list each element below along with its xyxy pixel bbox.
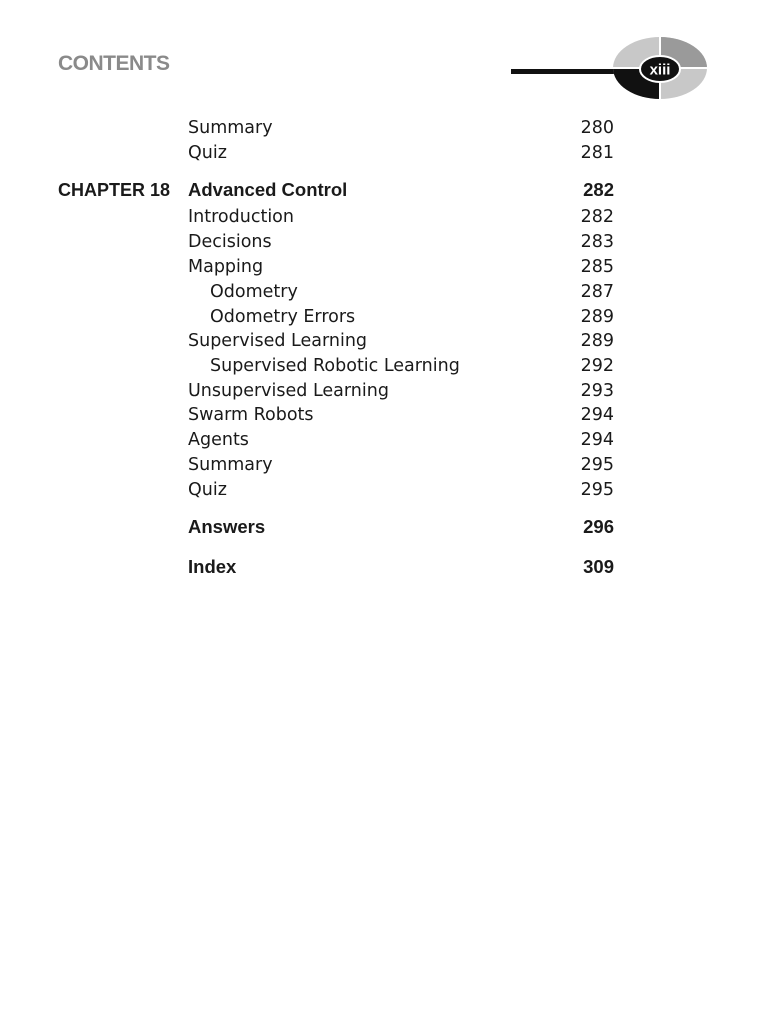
toc-entry-page: 283	[580, 232, 614, 252]
toc-entry-title: Introduction	[188, 207, 294, 227]
toc-entry-title: Odometry Errors	[210, 307, 356, 327]
toc-entry-title: Index	[188, 556, 237, 577]
toc-entry-page: 295	[580, 480, 614, 500]
toc-entry-title: Decisions	[188, 232, 272, 252]
toc-backmatter-entry	[0, 515, 762, 539]
toc-entry-page: 293	[580, 381, 614, 401]
toc-entry-title: Quiz	[188, 143, 227, 163]
toc-entry-title: Summary	[188, 455, 273, 475]
toc-entry-page: 296	[583, 516, 614, 537]
toc-entry	[0, 205, 762, 229]
toc-entry-title: Supervised Learning	[188, 331, 368, 351]
toc-entry-page: 289	[580, 331, 614, 351]
chapter-title: Advanced Control	[188, 179, 348, 200]
toc-backmatter-entry	[0, 555, 762, 579]
toc-entry	[0, 230, 762, 254]
page-number: xiii	[649, 61, 671, 79]
toc-subentry	[0, 305, 762, 329]
toc-entry-title: Odometry	[210, 282, 298, 302]
toc-entry	[0, 255, 762, 279]
chapter-page: 282	[583, 179, 614, 200]
toc-subentry	[0, 354, 762, 378]
toc-entry-title: Unsupervised Learning	[188, 381, 389, 401]
toc-entry	[0, 478, 762, 502]
page-number-badge	[612, 36, 708, 100]
toc-entry-title: Swarm Robots	[188, 405, 314, 425]
toc-entry-page: 295	[580, 455, 614, 475]
toc-entry	[0, 453, 762, 477]
toc-entry-page: 285	[580, 257, 614, 277]
toc-entry-page: 287	[580, 282, 614, 302]
toc-entry-title: Summary	[188, 118, 273, 138]
toc-entry-title: Answers	[188, 516, 266, 537]
toc-entry-page: 292	[580, 356, 614, 376]
toc-entry	[0, 403, 762, 427]
toc-entry-page: 281	[580, 143, 614, 163]
toc-entry	[0, 116, 762, 140]
toc-entry-page: 289	[580, 307, 614, 327]
page-header-title: CONTENTS	[58, 52, 170, 75]
toc-entry-title: Supervised Robotic Learning	[210, 356, 460, 376]
toc-entry-page: 280	[580, 118, 614, 138]
toc-entry-title: Quiz	[188, 480, 227, 500]
toc-entry	[0, 141, 762, 165]
toc-entry-page: 309	[583, 556, 614, 577]
toc-entry	[0, 329, 762, 353]
toc-entry-title: Mapping	[188, 257, 264, 277]
toc-entry	[0, 428, 762, 452]
toc-entry	[0, 379, 762, 403]
toc-entry-page: 282	[580, 207, 614, 227]
toc-entry-page: 294	[580, 430, 614, 450]
toc-entry-page: 294	[580, 405, 614, 425]
toc-entry-title: Agents	[188, 430, 249, 450]
chapter-label: CHAPTER 18	[58, 180, 171, 200]
toc-subentry	[0, 280, 762, 304]
toc-chapter-heading	[0, 178, 762, 202]
